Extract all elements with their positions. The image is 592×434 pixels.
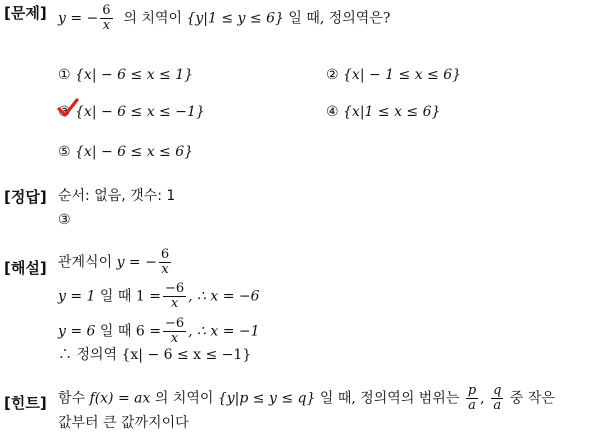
hint-tag: [힌트] <box>4 394 47 412</box>
stem-tail: 일 때, 정의역은? <box>288 10 391 27</box>
expl-l2-den: x <box>170 296 179 311</box>
expl-l2-tail: , ∴ x = −6 <box>188 288 260 305</box>
question-stem <box>58 4 390 33</box>
expl-l3-a: y = 6 <box>58 323 96 340</box>
expl-l2-fraction <box>163 282 186 311</box>
hint-fraction-1 <box>466 384 478 413</box>
option-1[interactable] <box>58 66 193 84</box>
option-5-marker: ⑤ <box>58 144 71 160</box>
expl-l2-a: y = 1 <box>58 288 96 305</box>
option-2-text: {x| − 1 ≤ x ≤ 6} <box>343 67 462 83</box>
hint-c: 의 치역이 <box>154 390 214 407</box>
answer-choice: ③ <box>58 212 71 228</box>
hint-fraction-2 <box>491 384 503 413</box>
option-2-marker: ② <box>326 67 339 83</box>
option-3[interactable] <box>58 103 205 121</box>
expl-l2-b: 일 때 <box>99 288 132 305</box>
hint-frac1-num: p <box>467 383 477 398</box>
option-4[interactable] <box>326 103 440 121</box>
explanation-line-3 <box>58 317 260 346</box>
hint-frac2-num: q <box>493 383 502 398</box>
stem-lhs: y = − <box>58 10 99 27</box>
question-tag: [문제] <box>4 4 47 22</box>
expl-l1-den: x <box>161 262 169 277</box>
stem-fraction <box>100 4 112 33</box>
option-4-text: {x|1 ≤ x ≤ 6} <box>343 104 441 120</box>
explanation-line-1 <box>58 248 173 277</box>
option-1-marker: ① <box>58 67 71 83</box>
explanation-line-2 <box>58 282 260 311</box>
option-5[interactable] <box>58 143 193 161</box>
expl-l1-num: 6 <box>160 247 170 262</box>
expl-l1-prefix: 관계식이 <box>58 254 113 271</box>
option-5-text: {x| − 6 ≤ x ≤ 6} <box>75 144 194 160</box>
expl-l2-num: −6 <box>164 281 185 296</box>
expl-l3-tail: , ∴ x = −1 <box>188 323 260 340</box>
check-mark-icon <box>57 98 79 118</box>
hint-f: 중 작은 <box>509 390 555 407</box>
stem-frac-den: x <box>102 18 111 33</box>
expl-l3-fraction <box>163 317 186 346</box>
expl-l1-lhs: y = − <box>116 254 157 271</box>
stem-mid: 의 치역이 <box>123 10 183 27</box>
expl-l2-c: 1 = <box>135 288 161 305</box>
expl-l3-c: 6 = <box>135 323 161 340</box>
option-2[interactable] <box>326 66 461 84</box>
expl-l3-den: x <box>170 331 179 346</box>
option-1-text: {x| − 6 ≤ x ≤ 1} <box>75 67 194 83</box>
hint-line-2: 값부터 큰 값까지이다 <box>58 415 189 431</box>
answer-tag: [정답] <box>4 188 47 206</box>
hint-e: 일 때, 정의역의 범위는 <box>319 390 460 407</box>
hint-line-1 <box>58 384 555 413</box>
hint-a: 함수 <box>58 390 86 407</box>
expl-l3-b: 일 때 <box>99 323 132 340</box>
option-4-marker: ④ <box>326 104 339 120</box>
hint-comma: , <box>480 390 485 407</box>
expl-l3-num: −6 <box>164 316 185 331</box>
explanation-line-4: ∴ 정의역 {x| − 6 ≤ x ≤ −1} <box>58 347 252 363</box>
answer-summary: 순서: 없음, 갯수: 1 <box>58 188 176 204</box>
option-3-marker: ③ <box>58 104 71 120</box>
expl-l1-fraction <box>159 248 171 277</box>
explanation-tag: [해설] <box>4 259 47 277</box>
stem-frac-num: 6 <box>102 3 111 18</box>
stem-range: {y|1 ≤ y ≤ 6} <box>186 10 284 27</box>
option-3-text: {x| − 6 ≤ x ≤ −1} <box>75 104 205 120</box>
hint-d: {y|p ≤ y ≤ q} <box>217 390 316 407</box>
hint-frac2-den: a <box>493 398 502 413</box>
hint-b: f(x) = ax <box>89 390 151 407</box>
hint-frac1-den: a <box>468 398 476 413</box>
